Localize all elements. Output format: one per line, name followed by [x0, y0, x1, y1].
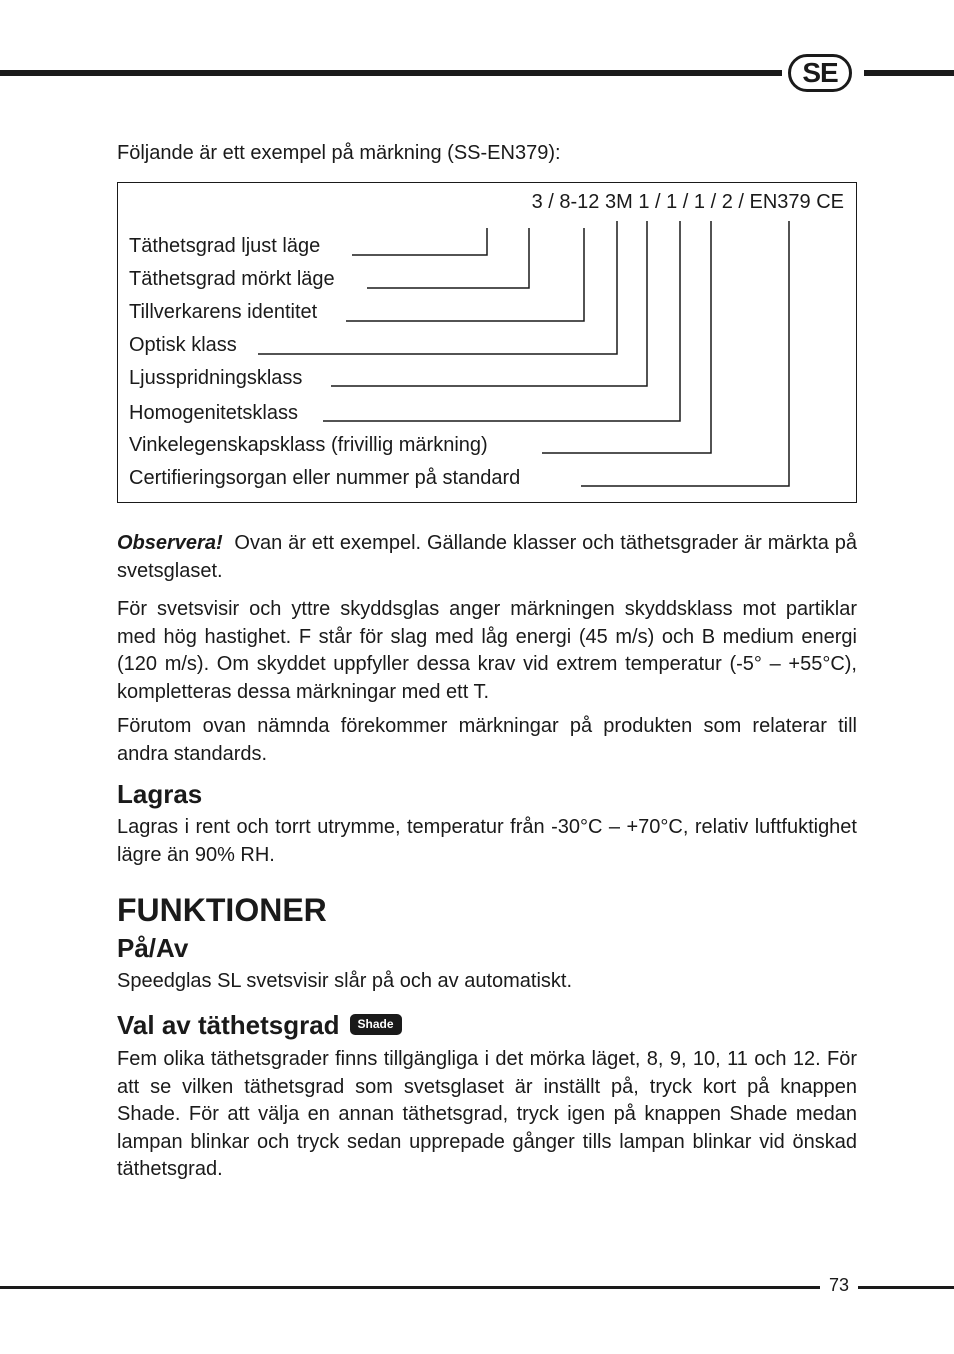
marking-label: Optisk klass [129, 334, 237, 356]
language-badge: SE [788, 54, 852, 92]
note-paragraph [117, 530, 857, 585]
val-heading [117, 1010, 402, 1041]
lagras-heading: Lagras [117, 779, 203, 809]
paragraph: För svetsvisir och yttre skyddsglas anger märkningen skyddsklass mot partiklar med hög hastighet. F står för slag med låg energi (45 m/s) och B medium energi (120 m/s). Om skyddet uppfyller dessa krav vid extrem temperatur (-5° – +55°C), kompletteras dessa märkningar med ett T. [117, 598, 857, 703]
leader-line-2 [367, 228, 529, 288]
note-label: Observera! [117, 532, 223, 554]
paav-text: Speedglas SL svetsvisir slår på och av automatiskt. [117, 970, 573, 992]
marking-label: Täthetsgrad ljust läge [129, 235, 321, 257]
marking-diagram [117, 182, 857, 503]
val-heading-text: Val av täthetsgrad [117, 1010, 340, 1040]
footer-rule-left [0, 1286, 820, 1289]
marking-label: Täthetsgrad mörkt läge [129, 268, 335, 290]
marking-label: Vinkelegenskapsklass (frivillig märkning) [129, 434, 488, 456]
marking-label: Homogenitetsklass [129, 402, 298, 424]
leader-line-7 [542, 221, 711, 453]
val-text: Fem olika täthetsgrader finns tillgängliga i det mörka läget, 8, 9, 10, 11 och 12. För att se vilken täthetsgrad som svetsglaset är inställt på, tryck kort på knappen Shade. För att välja en annan täthetsgrad, tryck igen på knappen Shade medan lampan blinkar och tryck sedan upprepade gånger tills lampan blinkar vid önskad täthetsgrad. [117, 1048, 857, 1180]
intro-text: Följande är ett exempel på märkning (SS-EN379): [117, 142, 561, 164]
leader-line-3 [346, 228, 584, 321]
marking-label: Tillverkarens identitet [129, 301, 318, 323]
header-rule-right [864, 70, 954, 76]
footer-rule-right [858, 1286, 954, 1289]
shade-key-icon: Shade [350, 1014, 402, 1035]
marking-label: Ljusspridningsklass [129, 367, 303, 389]
marking-label: Certifieringsorgan eller nummer på standard [129, 467, 521, 489]
leader-line-1 [352, 228, 487, 255]
page-number: 73 [828, 1275, 850, 1295]
marking-code: 3 / 8-12 3M 1 / 1 / 1 / 2 / EN379 CE [531, 191, 844, 213]
paav-heading: På/Av [117, 933, 189, 963]
note-text: Ovan är ett exempel. Gällande klasser och täthetsgrader är märkta på svetsglaset. [117, 532, 857, 582]
paragraph: Förutom ovan nämnda förekommer märkningar på produkten som relaterar till andra standards. [117, 715, 857, 765]
funktioner-heading: FUNKTIONER [117, 892, 327, 928]
lagras-text: Lagras i rent och torrt utrymme, temperatur från -30°C – +70°C, relativ luftfuktighet lägre än 90% RH. [117, 816, 857, 866]
header-rule-left [0, 70, 782, 76]
leader-line-5 [331, 221, 647, 386]
